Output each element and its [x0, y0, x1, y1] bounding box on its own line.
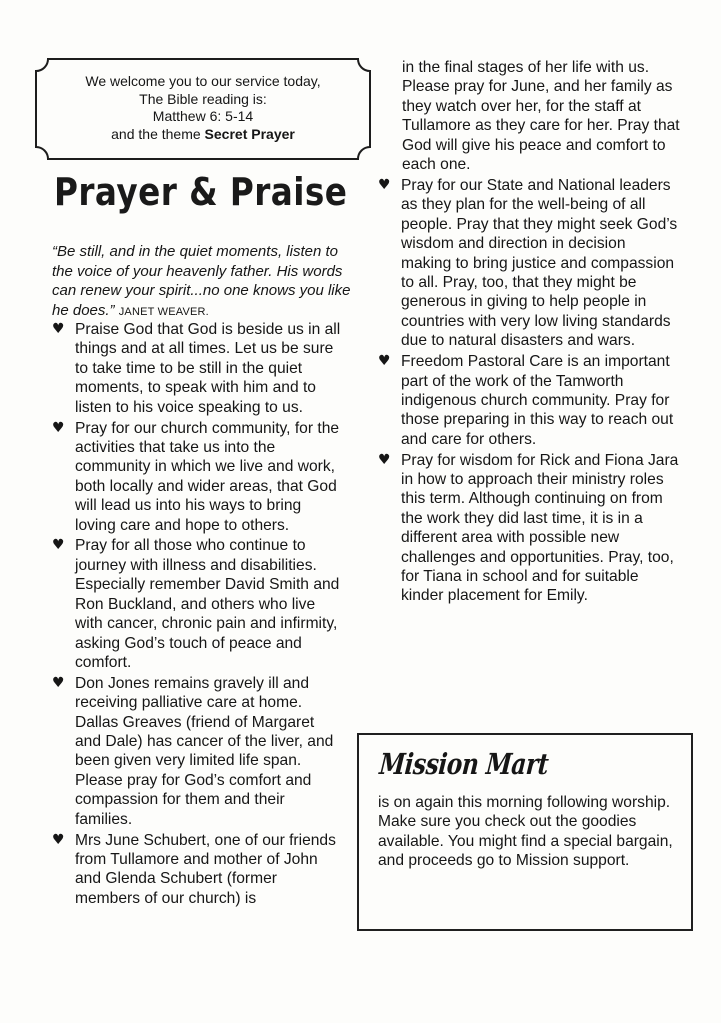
- heart-icon: ♥: [52, 321, 65, 337]
- welcome-box: [34, 57, 372, 161]
- quote-text: “Be still, and in the quiet moments, listen to the voice of your heavenly father. His words can renew your spirit...no one knows you like he does.”: [52, 243, 351, 319]
- welcome-line-4: [34, 126, 372, 144]
- prayer-item: [52, 674, 342, 829]
- heart-icon: ♥: [52, 537, 65, 554]
- prayer-item: [52, 536, 342, 672]
- page-title: Prayer & Praise: [54, 170, 348, 214]
- mission-mart-text: is on again this morning following worship. Make sure you check out the goodies available. You might find a special bargain, and proceeds go to Mission support.: [378, 794, 673, 870]
- prayer-item-text: Pray for our State and National leaders as they plan for the well-being of all people. Pray that they might seek God’s wisdom and direction in decision making to bring justice and compassion to all. Pray, too, that they might be generous in giving to help people in countries with very low living standards due to natural disasters and wars.: [401, 176, 678, 350]
- quote-author: JANET WEAVER.: [118, 305, 209, 318]
- prayer-item-text: Mrs June Schubert, one of our friends from Tullamore and mother of John and Glenda Schubert (former members of our church) is: [75, 831, 336, 907]
- prayer-item: [378, 352, 680, 449]
- mission-mart-title: Mission Mart: [378, 747, 550, 781]
- heart-icon: ♥: [52, 674, 65, 691]
- heart-icon: ♥: [378, 451, 391, 468]
- welcome-theme: Secret Prayer: [204, 125, 295, 142]
- welcome-theme-prefix: and the theme: [111, 125, 205, 142]
- prayer-item-text: Praise God that God is beside us in all things and at all times. Let us be sure to take time to be still in the quiet moments, to speak with him and to listen to his voice speaking to us.: [75, 321, 341, 416]
- heart-icon: ♥: [52, 419, 65, 436]
- heart-icon: ♥: [52, 831, 65, 848]
- prayer-item-text: Don Jones remains gravely ill and receiving palliative care at home. Dallas Greaves (friend of Margaret and Dale) has cancer of the liver, and been given very limited life span. Please pray for God’s comfort and compassion for them and their families.: [75, 674, 334, 828]
- heart-icon: ♥: [378, 176, 391, 193]
- prayer-item-text: Pray for all those who continue to journey with illness and disabilities. Especially remember David Smith and Ron Buckland, and others who live with cancer, chronic pain and infirmity, asking God’s touch of peace and comfort.: [75, 537, 340, 671]
- mission-mart-box: [357, 733, 693, 931]
- opening-quote: [52, 242, 352, 322]
- left-column: [52, 320, 342, 910]
- prayer-item: [52, 320, 342, 417]
- right-column: [378, 58, 680, 607]
- heart-icon: ♥: [378, 353, 391, 370]
- prayer-item: [52, 831, 342, 909]
- welcome-line-3: Matthew 6: 5-14: [152, 108, 254, 124]
- prayer-item-text: Pray for wisdom for Rick and Fiona Jara in how to approach their ministry roles this term. Although continuing on from the work they did last time, it is in a different area with possible new challenges and opportunities. Pray, too, for Tiana in school and for suitable kinder placement for Emily.: [401, 451, 679, 605]
- prayer-item-continuation: in the final stages of her life with us. Please pray for June, and her family as they watch over her, for the staff at Tullamore as they care for her. Pray that God will give his peace and comfort to each one.: [402, 59, 680, 174]
- prayer-item: [378, 176, 680, 351]
- welcome-text: [34, 73, 372, 143]
- welcome-line-1: We welcome you to our service today,: [85, 73, 321, 89]
- welcome-line-2: The Bible reading is:: [139, 90, 267, 107]
- prayer-item: [52, 419, 342, 535]
- prayer-item-text: Pray for our church community, for the activities that take us into the community in which we live and work, both locally and wider areas, that God will lead us into his ways to bring loving care and hope to others.: [75, 419, 340, 534]
- prayer-item: [378, 451, 680, 606]
- prayer-item-text: Freedom Pastoral Care is an important part of the work of the Tamworth indigenous church community. Pray for those preparing in this way to reach out and care for others.: [401, 353, 674, 448]
